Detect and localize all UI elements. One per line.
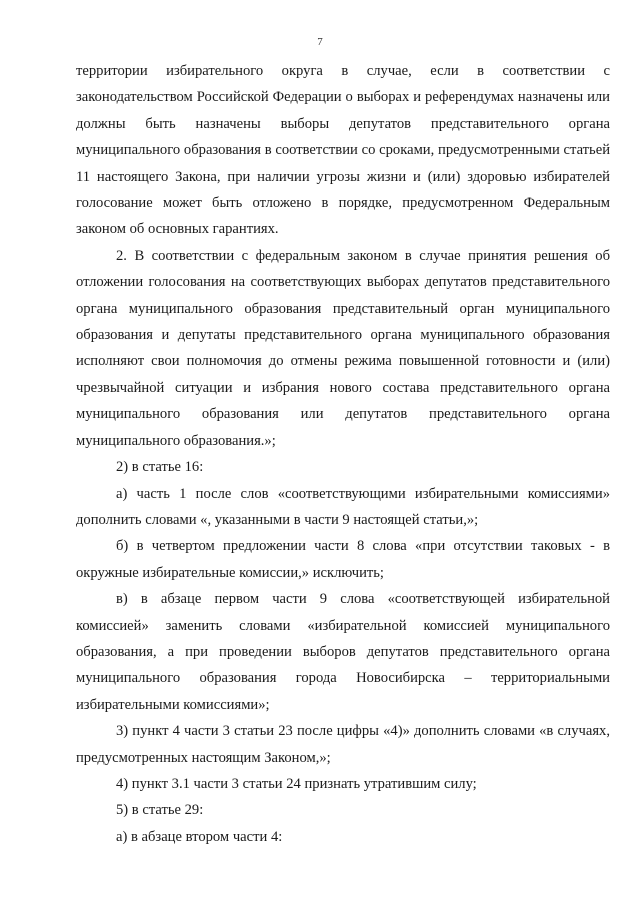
- document-body: [76, 58, 610, 850]
- page-number: 7: [317, 36, 323, 48]
- paragraph: 2. В соответствии с федеральным законом в случае принятия решения об отложении голосования на соответствующих выборах депутатов представительного органа муниципального образования представительный орган муниципального образования и депутаты представительного органа муниципального образования исполняют свои полномочия до отмены режима повышенной готовности и (или) чрезвычайной ситуации и избрания нового состава представительного органа муниципального образования или депутатов представительного органа муниципального образования.»;: [76, 247, 610, 449]
- paragraph: территории избирательного округа в случае, если в соответствии с законодательством Российской Федерации о выборах и референдумах назначены или должны быть назначены выборы депутатов представительного органа муниципального образования в соответствии со сроками, предусмотренными статьей 11 настоящего Закона, при наличии угрозы жизни и (или) здоровью избирателей голосование может быть отложено в порядке, предусмотренном Федеральным законом об основных гарантиях.: [76, 63, 610, 238]
- paragraph: 3) пункт 4 части 3 статьи 23 после цифры «4)» дополнить словами «в случаях, предусмотренных настоящим Законом,»;: [76, 723, 610, 766]
- paragraph: а) часть 1 после слов «соответствующими избирательными комиссиями» дополнить словами «, указанными в части 9 настоящей статьи,»;: [76, 485, 610, 528]
- paragraph: 2) в статье 16:: [116, 459, 204, 476]
- paragraph: 4) пункт 3.1 части 3 статьи 24 признать утратившим силу;: [116, 775, 477, 792]
- paragraph: 5) в статье 29:: [116, 802, 204, 819]
- paragraph: а) в абзаце втором части 4:: [116, 828, 283, 845]
- paragraph: в) в абзаце первом части 9 слова «соответствующей избирательной комиссией» заменить словами «избирательной комиссией муниципального образования, а при проведении выборов депутатов представительного органа муниципального образования города Новосибирска – территориальными избирательными комиссиями»;: [76, 591, 610, 713]
- paragraph: б) в четвертом предложении части 8 слова «при отсутствии таковых - в окружные избирательные комиссии,» исключить;: [76, 538, 610, 581]
